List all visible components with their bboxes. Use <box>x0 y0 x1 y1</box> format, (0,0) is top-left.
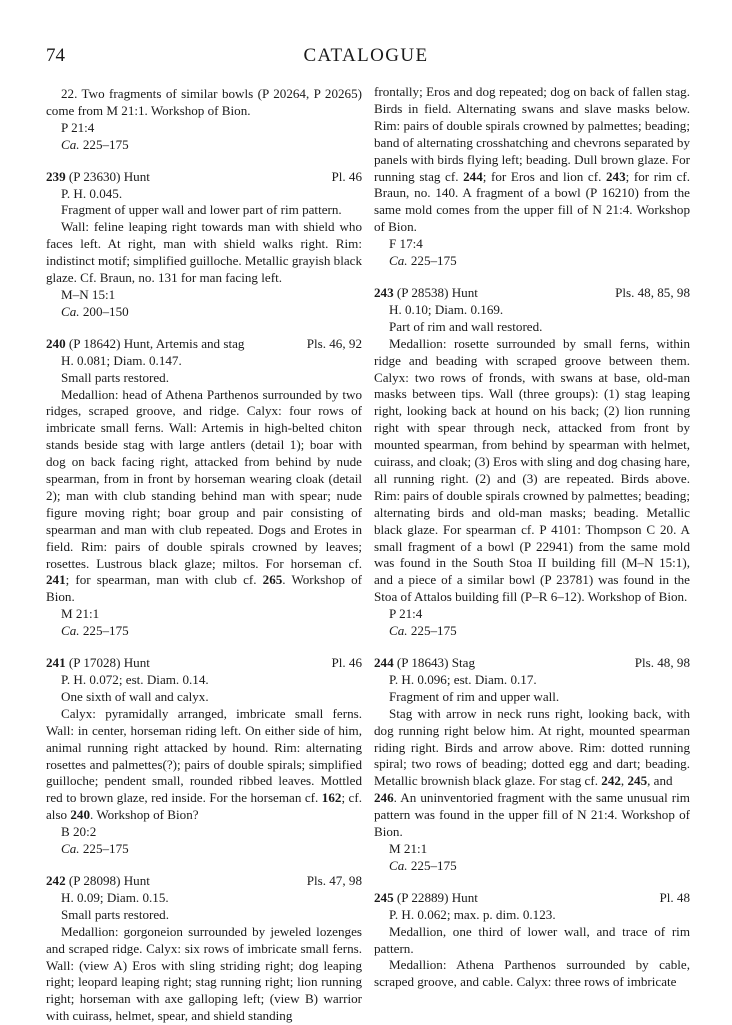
running-head: CATALOGUE <box>303 45 429 66</box>
separator: , and <box>647 773 673 789</box>
entry-number: 239 <box>46 168 66 184</box>
page-number: 74 <box>46 45 65 66</box>
cross-reference: 240 <box>70 807 91 823</box>
condition: Part of rim and wall restored. <box>389 318 543 334</box>
entry-heading <box>46 873 362 890</box>
condition: Fragment of upper wall and lower part of rim pattern. <box>61 202 342 218</box>
description: Medallion: rosette surrounded by small ferns, within ridge and beading with scraped groove between them. Calyx: two rows of fronds, with swans at base, old-man masks between tips. Wall (three groups): (1) stag leaping right, looking back at hound on his back; (2) lion running right with spear through neck, attacked from front by mounted spearman, from behind by spearman with helmet, cuirass, and cloak; (3) Eros with sling and dog chasing hare, all running right. (2) and (3) are repeated. Birds above. Rim: pairs of double spirals crowned by palmettes; beading; alternating birds and old-man masks; beading. Metallic black glaze. For spearman cf. P 4101: Thompson C 20. A small fragment of a bowl (P 22941) from the same mold was found in the South Stoa II building fill (M–N 15:1), and a piece of a similar bowl (P 23781) was found in the Stoa of Attalos building fill (P–R 6–12). Workshop of Bion. <box>374 335 690 605</box>
date-range: 225–175 <box>410 623 457 639</box>
entry-243 <box>374 285 690 640</box>
cross-reference: 243 <box>606 168 626 184</box>
context: M 21:1 <box>61 606 100 622</box>
entry-title: (P 18642) Hunt, Artemis and stag <box>68 335 245 351</box>
cross-reference: 242 <box>601 773 621 789</box>
dimensions: P. H. 0.096; est. Diam. 0.17. <box>389 671 537 687</box>
date-ca: Ca. <box>389 857 408 873</box>
dimensions: P. H. 0.062; max. p. dim. 0.123. <box>389 906 556 922</box>
entry-244 <box>374 655 690 875</box>
entry-title: (P 28538) Hunt <box>396 284 478 300</box>
description <box>374 84 690 236</box>
entry-number: 243 <box>374 284 394 300</box>
dimensions: P. H. 0.045. <box>61 185 123 201</box>
entry-title: (P 17028) Hunt <box>68 655 150 671</box>
entry-heading <box>46 336 362 353</box>
dimensions: H. 0.09; Diam. 0.15. <box>61 889 169 905</box>
entry-heading <box>374 890 690 907</box>
description-text: ; for Eros and lion cf. <box>482 168 602 184</box>
context: B 20:2 <box>61 824 97 840</box>
date-ca: Ca. <box>61 841 80 857</box>
entry-heading <box>374 655 690 672</box>
description-text: . Workshop of Bion? <box>90 807 199 823</box>
description-text: . An uninventoried fragment with the same unusual rim pattern was found in the upper fill of N 21:4. Workshop of Bion. <box>374 790 690 840</box>
date-ca: Ca. <box>61 623 80 639</box>
condition: Small parts restored. <box>61 369 169 385</box>
plate-reference: Pls. 48, 98 <box>634 655 690 670</box>
date-range: 225–175 <box>410 253 457 269</box>
cross-reference: 244 <box>463 168 483 184</box>
date <box>374 623 690 640</box>
entry-242 <box>46 873 362 1025</box>
description-text: ; for rim cf. Braun, no. 140. A fragment of a bowl (P 16210) from the same mold comes from the upper fill of N 21:4. Workshop of Bion. <box>374 168 690 235</box>
date-ca: Ca. <box>389 623 408 639</box>
description-text: ; cf. also <box>46 790 362 823</box>
entry-title: (P 23630) Hunt <box>68 168 150 184</box>
date-range: 225–175 <box>82 841 129 857</box>
dimensions: H. 0.10; Diam. 0.169. <box>389 301 504 317</box>
description-text: Medallion: head of Athena Parthenos surrounded by two ridges, scraped groove, and ridge. Calyx: four rows of imbricate small ferns. Wall: Artemis in high-belted chiton stands beside stag with large antlers (detail 1); boar with dog on back facing right, attacked from behind by nude spearman, from in front by horseman wearing cloak (detail 2); man with club standing behind man with spear; nude figure moving right; boar group and pair consisting of spearman and man with club repeated. Dogs and Erotes in field. Rim: pairs of double spirals crowned by leaves; rosettes. Lustrous black glaze; miltos. For horseman cf. <box>46 386 362 571</box>
context: P 21:4 <box>389 606 423 622</box>
date-range: 225–175 <box>82 136 129 152</box>
entry-number: 240 <box>46 335 66 351</box>
cross-reference: 265 <box>262 572 283 588</box>
date-range: 225–175 <box>82 623 129 639</box>
left-column <box>46 86 362 1025</box>
dimensions: H. 0.081; Diam. 0.147. <box>61 352 182 368</box>
entry-240 <box>46 336 362 640</box>
condition: Small parts restored. <box>61 906 169 922</box>
note-22 <box>46 86 362 154</box>
description-text: Calyx: pyramidally arranged, imbricate small ferns. Wall: in center, horseman riding left. On either side of him, animal running right attacked by hound. Rim: alternating rosettes and palmettes(?); pairs of double spirals; simplified guilloche; pendent small, rounded ribbed leaves. Mottled red to brown glaze, red inside. For the horseman cf. <box>46 705 362 806</box>
right-column <box>374 84 690 991</box>
entry-title: (P 18643) Stag <box>396 655 475 670</box>
date-range: 200–150 <box>82 303 129 319</box>
entry-number: 245 <box>374 889 394 905</box>
context: M–N 15:1 <box>61 286 116 302</box>
entry-239 <box>46 169 362 321</box>
date <box>46 304 362 321</box>
entry-241 <box>46 655 362 858</box>
context: P 21:4 <box>61 119 95 135</box>
condition: One sixth of wall and calyx. <box>61 688 209 704</box>
date-ca: Ca. <box>61 136 80 152</box>
dimensions: P. H. 0.072; est. Diam. 0.14. <box>61 672 209 687</box>
plate-reference: Pl. 46 <box>331 168 362 184</box>
cross-reference: 245 <box>627 773 648 789</box>
description: Wall: feline leaping right towards man with shield who faces left. At right, man with shield walks right. Rim: indistinct motif; simplified guilloche. Metallic grayish black glaze. Cf. Braun, no. 131 for man facing left. <box>46 219 363 286</box>
plate-reference: Pl. 48 <box>659 889 690 905</box>
description-text: Stag with arrow in neck runs right, looking back, with dog running right below him. At right, mounted spearman riding right. Birds and arrow above. Rim: dotted running spiral; two rows of beading; dotted egg and dart; beading. Metallic brownish black glaze. For stag cf. <box>374 705 690 789</box>
date <box>374 858 690 875</box>
condition: Fragment of rim and upper wall. <box>389 688 560 704</box>
entry-245 <box>374 890 690 991</box>
description <box>374 706 690 841</box>
entry-heading <box>46 655 362 672</box>
entry-title: (P 22889) Hunt <box>396 889 478 905</box>
cross-reference: 241 <box>46 572 66 588</box>
plate-reference: Pl. 46 <box>331 655 362 671</box>
entry-242-continued <box>374 84 690 270</box>
date-range: 225–175 <box>410 857 457 873</box>
plate-reference: Pls. 48, 85, 98 <box>615 284 690 300</box>
cross-reference: 162 <box>321 790 342 806</box>
plate-reference: Pls. 47, 98 <box>306 872 362 888</box>
description: Medallion: gorgoneion surrounded by jeweled lozenges and scraped ridge. Calyx: six rows of imbricate small ferns. Wall: (view A) Eros with sling striding right; dog leaping right; leopard leaping right; stag running right; lion running right; horseman with axe galloping left; (view B) warrior with cuirass, helmet, spear, and shield standing <box>46 923 362 1024</box>
entry-heading <box>46 169 362 186</box>
description-text: . Workshop of Bion. <box>46 572 362 605</box>
separator: , <box>620 773 625 789</box>
date <box>46 841 362 858</box>
entry-heading <box>374 285 690 302</box>
date-ca: Ca. <box>61 303 80 319</box>
entry-number: 242 <box>46 872 66 888</box>
note-text: 22. Two fragments of similar bowls (P 20264, P 20265) come from M 21:1. Workshop of Bion. <box>46 86 362 118</box>
description-text: ; for spearman, man with club cf. <box>65 572 257 588</box>
context: M 21:1 <box>389 840 428 856</box>
cross-reference: 246 <box>374 790 394 806</box>
context: F 17:4 <box>389 236 423 252</box>
entry-number: 244 <box>374 655 394 670</box>
date <box>46 623 362 640</box>
plate-reference: Pls. 46, 92 <box>306 335 362 351</box>
date <box>46 137 362 154</box>
description: Medallion: Athena Parthenos surrounded by cable, scraped groove, and cable. Calyx: three rows of imbricate <box>374 957 690 990</box>
description <box>46 706 362 824</box>
condition: Medallion, one third of lower wall, and trace of rim pattern. <box>374 923 690 956</box>
description-text: frontally; Eros and dog repeated; dog on back of fallen stag. Birds in field. Alternating swans and slave masks below. Rim: pairs of double spirals crowned by palmettes; beading; band of alternating crosshatching and chevrons separated by panels with birds flying left; beading. Dull brown glaze. For running stag cf. <box>374 84 690 184</box>
entry-title: (P 28098) Hunt <box>68 872 150 888</box>
description <box>46 387 362 607</box>
date-ca: Ca. <box>389 253 408 269</box>
date <box>374 253 690 270</box>
entry-number: 241 <box>46 655 66 671</box>
